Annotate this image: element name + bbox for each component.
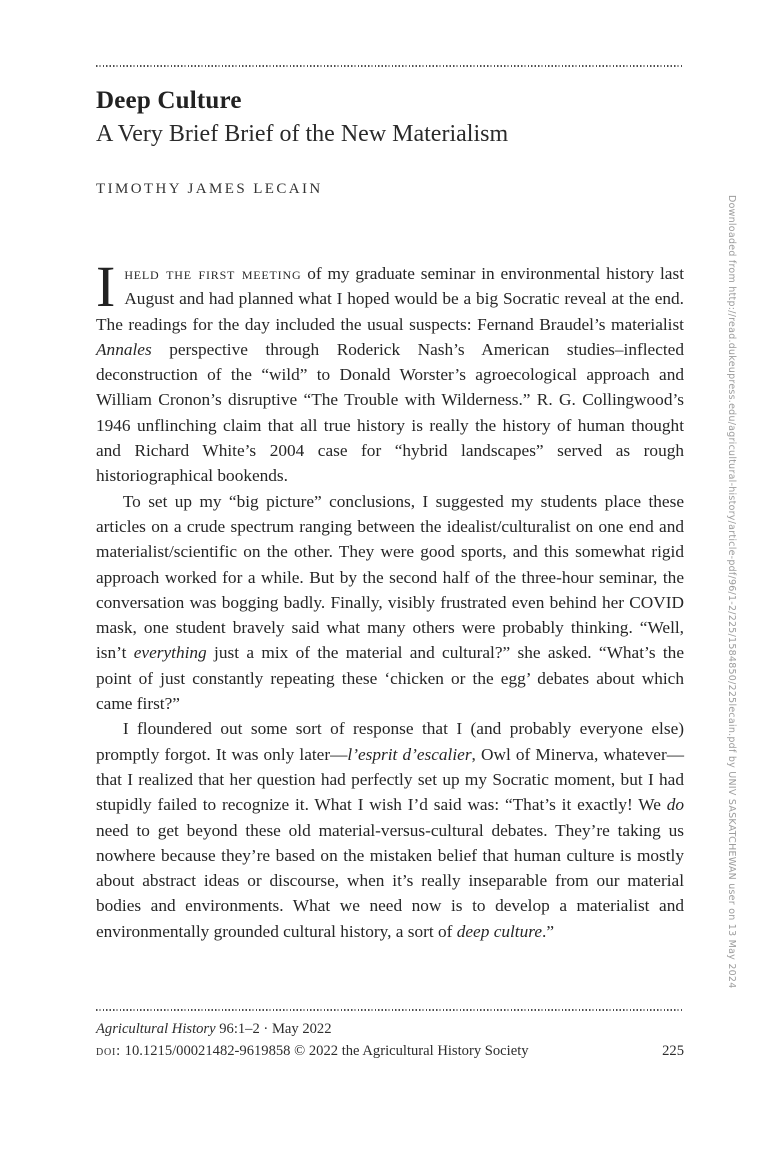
- doi-line: [96, 1041, 684, 1063]
- paragraph-1: [96, 254, 685, 489]
- paragraph-3: I floundered out some sort of response that I (and probably everyone else) promptly forgot. It was only later—l’esprit d’escalier, Owl of Minerva, whatever—that I realized that her question had perfectly set up my Socratic moment, but I had stupidly failed to recognize it. What I wish I’d said was: “That’s it exactly! We do need to get beyond these old material-versus-cultural debates. They’re taking us nowhere because they’re based on the mistaken belief that human culture is mostly about abstract ideas or discourse, when it’s really inseparable from our material bodies and environments. What we need now is to develop a materialist and environmentally grounded cultural history, a sort of deep culture.”: [96, 719, 685, 941]
- footer: [96, 1019, 684, 1062]
- article-body: [96, 254, 685, 944]
- author-name: TIMOTHY JAMES LECAIN: [96, 181, 323, 197]
- journal-citation: Agricultural History 96:1–2 · May 2022: [96, 1021, 332, 1037]
- paragraph-1-text: held the first meeting of my graduate seminar in environmental history last August and had planned what I hoped would be a big Socratic reveal at the end. The readings for the day included the usual suspects: Fernand Braudel’s materialist Annales perspective through Roderick Nash’s American studies–inflected deconstruction of the “wild” to Donald Worster’s agroecological approach and William Cronon’s disruptive “The Trouble with Wilderness.” R. G. Collingwood’s 1946 unflinching claim that all true history is really the history of human thought and Richard White’s 2004 case for “hybrid landscapes” served as rough historiographical bookends.: [96, 264, 685, 486]
- top-divider: [96, 65, 684, 67]
- footer-divider: [96, 1009, 684, 1011]
- page-number: 225: [662, 1042, 684, 1059]
- download-watermark: Downloaded from http://read.dukeupress.edu/agricultural-history/article-pdf/96/1-2/225/1584850/225lecain.pdf by UNIV SASKATCHEWAN user on 13 May 2024: [726, 195, 737, 989]
- article-title: Deep Culture: [96, 87, 242, 114]
- article-subtitle: A Very Brief Brief of the New Materialism: [96, 121, 509, 147]
- doi-copyright: doi: 10.1215/00021482-9619858 © 2022 the Agricultural History Society: [96, 1042, 529, 1059]
- dropcap-letter: I: [96, 254, 116, 319]
- paragraph-2: To set up my “big picture” conclusions, I suggested my students place these articles on a crude spectrum ranging between the idealist/culturalist on one end and materialist/scientific on the other. They were good sports, and this somewhat rigid approach worked for a while. But by the second half of the three-hour seminar, the conversation was bogging badly. Finally, visibly frustrated even behind her COVID mask, one student bravely said what many others were probably thinking. “Well, isn’t everything just a mix of the material and cultural?” she asked. “What’s the point of just constantly repeating these ‘chicken or the egg’ debates about which came first?”: [96, 491, 684, 714]
